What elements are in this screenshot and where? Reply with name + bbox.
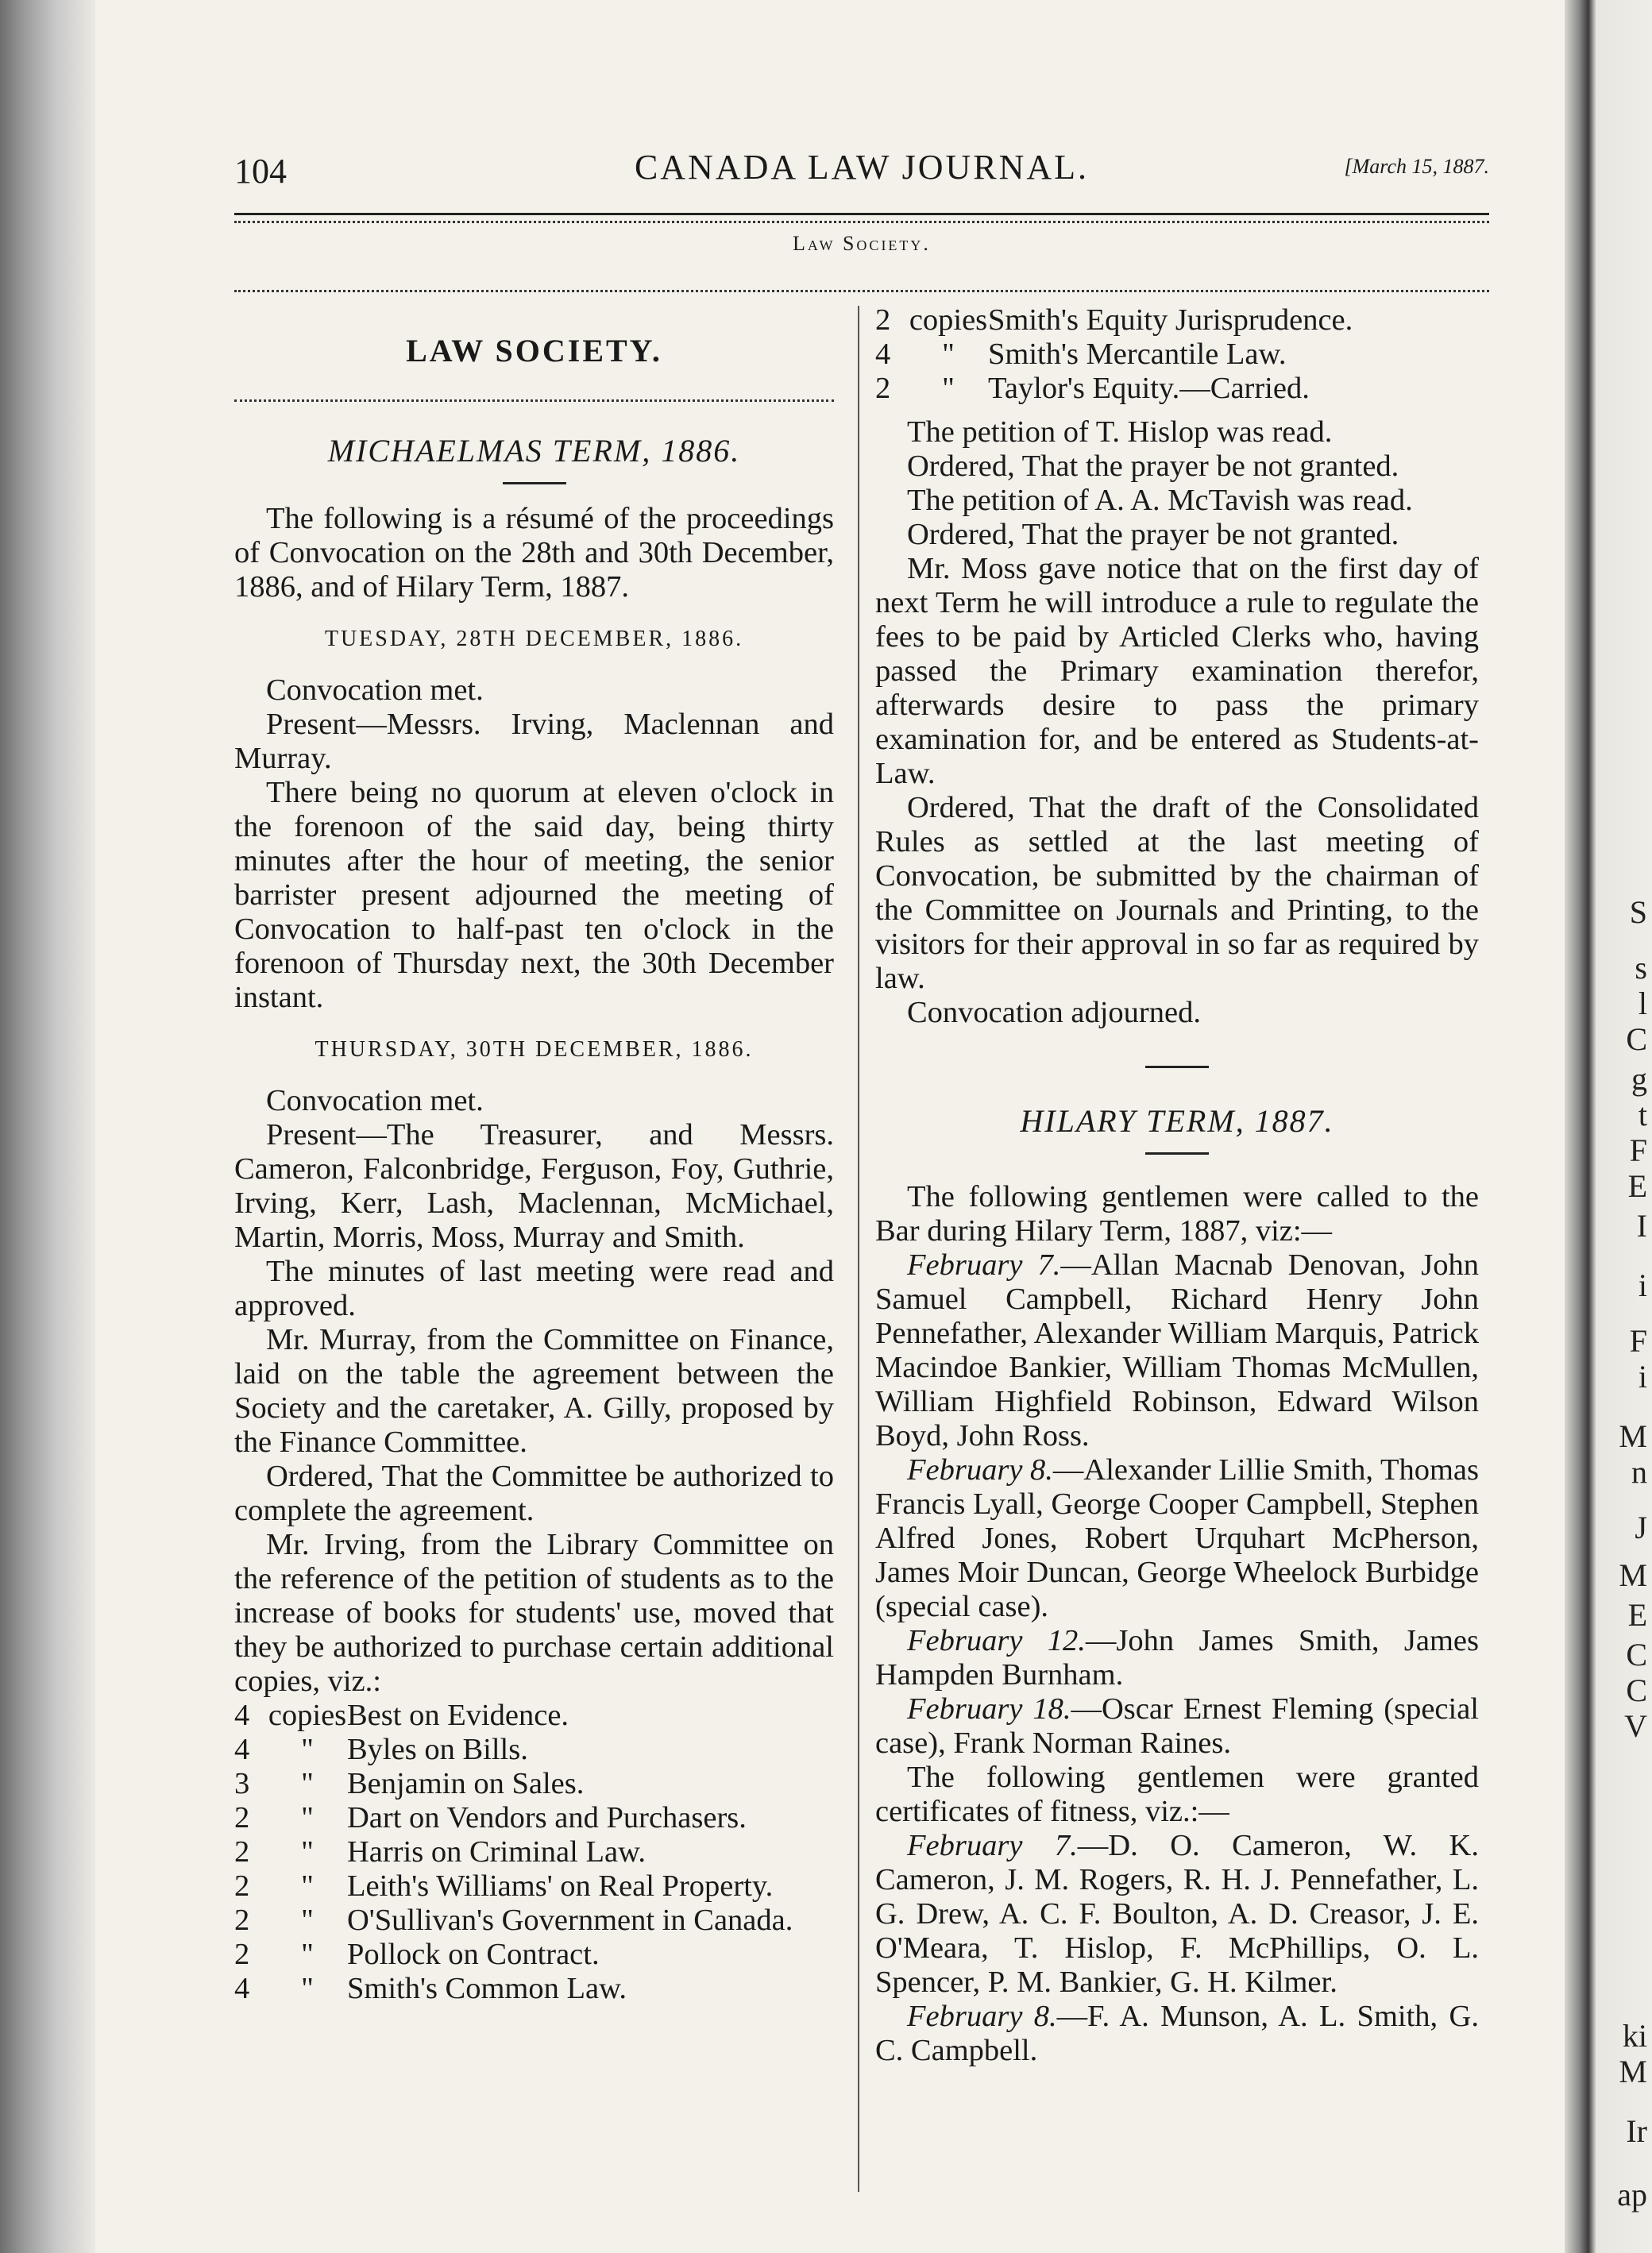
entry-date: February 18. [907, 1692, 1071, 1726]
entry-names: —D. O. Cameron, W. K. Cameron, J. M. Rogers, R. H. J. Pennefather, L. G. Drew, A. C. F. Boulton, A. D. Creasor, J. E. O'Meara, T. Hislop, F. McPhillips, O. L. Spencer, P. M. Bankier, G. H. Kilmer. [875, 1829, 1479, 1999]
book-quantity: 2 [875, 303, 891, 337]
book-entry [234, 1835, 834, 1869]
book-quantity: 4 [234, 1972, 250, 2005]
edge-fragment: n [1631, 1454, 1647, 1490]
book-title: Best on Evidence. [347, 1699, 569, 1732]
dated-entry [875, 1453, 1479, 1624]
book-entry [234, 1733, 834, 1767]
book-entry [875, 303, 1479, 338]
book-unit: copies [909, 303, 988, 337]
edge-fragment: E [1627, 1597, 1647, 1633]
edge-fragment: M [1619, 1418, 1647, 1454]
book-list [234, 1699, 834, 2006]
edge-fragment: ki [1622, 2018, 1647, 2054]
called-intro: The following gentlemen were called to the Bar during Hilary Term, 1887, viz:— [875, 1180, 1479, 1248]
paragraph: There being no quorum at eleven o'clock in the forenoon of the said day, being thirty minutes after the hour of meeting, the senior barrister present adjourned the meeting of Convocation to half-past ten o'clock in the forenoon of Thursday next, the 30th December instant. [234, 776, 834, 1014]
journal-title: CANADA LAW JOURNAL. [634, 148, 1090, 187]
book-unit: " [301, 1801, 314, 1834]
paragraph: Ordered, That the prayer be not granted. [907, 449, 1399, 483]
book-title: Harris on Criminal Law. [347, 1835, 646, 1869]
meeting-heading-thursday: THURSDAY, 30TH DECEMBER, 1886. [315, 1037, 754, 1062]
book-entry [875, 338, 1479, 372]
intro-paragraph: The following is a résumé of the proceedings of Convocation on the 28th and 30th December, 1886, and of Hilary Term, 1887. [234, 502, 834, 604]
entry-date: February 7. [907, 1829, 1078, 1862]
entry-date: February 12. [907, 1624, 1086, 1657]
entry-date: February 7. [907, 1248, 1061, 1282]
paragraph: The petition of T. Hislop was read. [907, 415, 1333, 449]
edge-fragment: E [1627, 1168, 1647, 1204]
book-unit: " [301, 1972, 314, 2005]
section-rule [234, 399, 834, 402]
left-column [234, 314, 834, 2006]
meeting-heading-tuesday: TUESDAY, 28TH DECEMBER, 1886. [324, 627, 744, 651]
paragraph: Convocation met. [266, 1084, 484, 1117]
book-unit: " [942, 338, 955, 371]
dated-entry [875, 1692, 1479, 1761]
entry-date: February 8. [907, 2000, 1057, 2033]
book-quantity: 2 [234, 1904, 250, 1937]
paragraph: Mr. Murray, from the Committee on Finance, laid on the table the agreement between the Society and the caretaker, A. Gilly, proposed by the Finance Committee. [234, 1323, 834, 1459]
page-header [234, 147, 1489, 203]
paragraph: Ordered, That the Committee be authorized to complete the agreement. [234, 1460, 834, 1527]
edge-fragment: s [1635, 950, 1647, 986]
edge-fragment: V [1624, 1708, 1647, 1744]
edge-fragment: M [1619, 1557, 1647, 1593]
book-quantity: 2 [234, 1938, 250, 1971]
book-title: Smith's Common Law. [347, 1972, 627, 2005]
book-unit: " [301, 1869, 314, 1903]
right-column [875, 303, 1479, 2068]
header-rule-dotted [234, 221, 1489, 223]
book-title: Smith's Mercantile Law. [988, 338, 1287, 371]
called-to-bar-list [875, 1248, 1479, 1761]
paragraph: The minutes of last meeting were read and approved. [234, 1255, 834, 1322]
book-unit: " [301, 1938, 314, 1971]
book-title: Dart on Vendors and Purchasers. [347, 1801, 747, 1834]
book-quantity: 2 [234, 1869, 250, 1903]
running-head-rule [234, 290, 1489, 292]
edge-fragment: i [1638, 1359, 1647, 1395]
paragraph: Ordered, That the prayer be not granted. [907, 518, 1399, 551]
book-quantity: 2 [234, 1835, 250, 1869]
book-unit: " [301, 1733, 314, 1766]
paragraph: The petition of A. A. McTavish was read. [907, 484, 1413, 517]
paragraph: Convocation adjourned. [907, 996, 1201, 1029]
dated-entry [875, 1829, 1479, 2000]
book-quantity: 4 [875, 338, 891, 371]
edge-fragment: ap [1617, 2177, 1647, 2212]
book-unit: " [301, 1835, 314, 1869]
book-entry [234, 1972, 834, 2006]
book-title: Taylor's Equity.—Carried. [988, 372, 1310, 405]
edge-fragment: I [1636, 1208, 1647, 1244]
edge-fragment: C [1626, 1021, 1647, 1057]
edge-fragment: F [1629, 1132, 1647, 1168]
edge-fragment: Ir [1626, 2113, 1647, 2149]
book-quantity: 4 [234, 1733, 250, 1766]
term-rule [1145, 1152, 1209, 1155]
hilary-term-heading: HILARY TERM, 1887. [1020, 1103, 1334, 1139]
edge-fragment: C [1626, 1672, 1647, 1708]
michaelmas-term-heading: MICHAELMAS TERM, 1886. [327, 433, 741, 469]
edge-fragment: M [1619, 2054, 1647, 2089]
running-head: Law Society. [793, 232, 931, 255]
book-unit: copies [268, 1699, 347, 1732]
section-title: LAW SOCIETY. [406, 333, 662, 368]
header-rule [234, 213, 1489, 215]
book-title: Byles on Bills. [347, 1733, 528, 1766]
book-entry [234, 1869, 834, 1904]
book-entry [234, 1904, 834, 1938]
page-number: 104 [234, 152, 287, 191]
book-title: Benjamin on Sales. [347, 1767, 585, 1800]
certificates-intro: The following gentlemen were granted certificates of fitness, viz.:— [875, 1761, 1479, 1828]
dated-entry [875, 2000, 1479, 2068]
paragraph: Present—The Treasurer, and Messrs. Cameron, Falconbridge, Ferguson, Foy, Guthrie, Irving, Kerr, Lash, Maclennan, McMichael, Martin, Morris, Moss, Murray and Smith. [234, 1118, 834, 1254]
book-quantity: 2 [875, 372, 891, 405]
book-quantity: 4 [234, 1699, 250, 1732]
issue-date: [March 15, 1887. [1344, 155, 1489, 178]
entry-names: —Allan Macnab Denovan, John Samuel Campbell, Richard Henry John Pennefather, Alexander William Marquis, Patrick Macindoe Bankier, William Thomas McMullen, William Highfield Robinson, Edward Wilson Boyd, John Ross. [875, 1248, 1479, 1452]
entry-names: —F. A. Munson, A. L. Smith, G. C. Campbell. [875, 2000, 1479, 2067]
dated-entry [875, 1248, 1479, 1453]
book-quantity: 2 [234, 1801, 250, 1834]
entry-names: —Oscar Ernest Fleming (special case), Frank Norman Raines. [875, 1692, 1479, 1760]
entry-date: February 8. [907, 1453, 1053, 1487]
book-title: Pollock on Contract. [347, 1938, 600, 1971]
paragraph: Convocation met. [266, 673, 484, 707]
edge-fragment: C [1626, 1637, 1647, 1672]
book-unit: " [942, 372, 955, 405]
book-quantity: 3 [234, 1767, 250, 1800]
book-unit: " [301, 1767, 314, 1800]
certificates-list [875, 1829, 1479, 2068]
edge-fragment: l [1638, 986, 1647, 1021]
book-unit: " [301, 1904, 314, 1937]
paragraph: Ordered, That the draft of the Consolidated Rules as settled at the last meeting of Convocation, be submitted by the chairman of the Committee on Journals and Printing, to the visitors for their approval in so far as required by law. [875, 791, 1479, 995]
section-divider [1145, 1066, 1209, 1068]
book-entry [875, 372, 1479, 406]
book-entry [234, 1938, 834, 1972]
column-divider [858, 306, 859, 2192]
entry-names: —John James Smith, James Hampden Burnham. [875, 1624, 1479, 1692]
edge-fragment: J [1635, 1510, 1647, 1545]
paragraph: Present—Messrs. Irving, Maclennan and Murray. [234, 708, 834, 775]
book-list-continued [875, 303, 1479, 406]
book-entry [234, 1767, 834, 1801]
term-rule [503, 482, 566, 484]
paragraph: Mr. Irving, from the Library Committee on the reference of the petition of students as to the increase of books for students' use, moved that they be authorized to purchase certain additional copies, viz.: [234, 1528, 834, 1698]
book-entry [234, 1699, 834, 1733]
entry-names: —Alexander Lillie Smith, Thomas Francis Lyall, George Cooper Campbell, Stephen Alfred Jones, Robert Urquhart McPherson, James Moir Duncan, George Wheelock Burbidge (special case). [875, 1453, 1479, 1623]
paragraph: Mr. Moss gave notice that on the first day of next Term he will introduce a rule to regulate the fees to be paid by Articled Clerks who, having passed the Primary examination therefor, afterwards desire to pass the primary examination for, and be entered as Students-at-Law. [875, 552, 1479, 790]
edge-fragment: g [1631, 1061, 1647, 1097]
edge-fragment: i [1638, 1267, 1647, 1303]
dated-entry [875, 1624, 1479, 1692]
book-title: Leith's Williams' on Real Property. [347, 1869, 774, 1903]
scan-shadow-left [0, 0, 95, 2253]
book-title: Smith's Equity Jurisprudence. [988, 303, 1353, 337]
book-title: O'Sullivan's Government in Canada. [347, 1904, 793, 1937]
edge-fragment: S [1629, 894, 1647, 930]
edge-fragment: t [1638, 1097, 1647, 1132]
book-entry [234, 1801, 834, 1835]
edge-fragment: F [1629, 1323, 1647, 1359]
